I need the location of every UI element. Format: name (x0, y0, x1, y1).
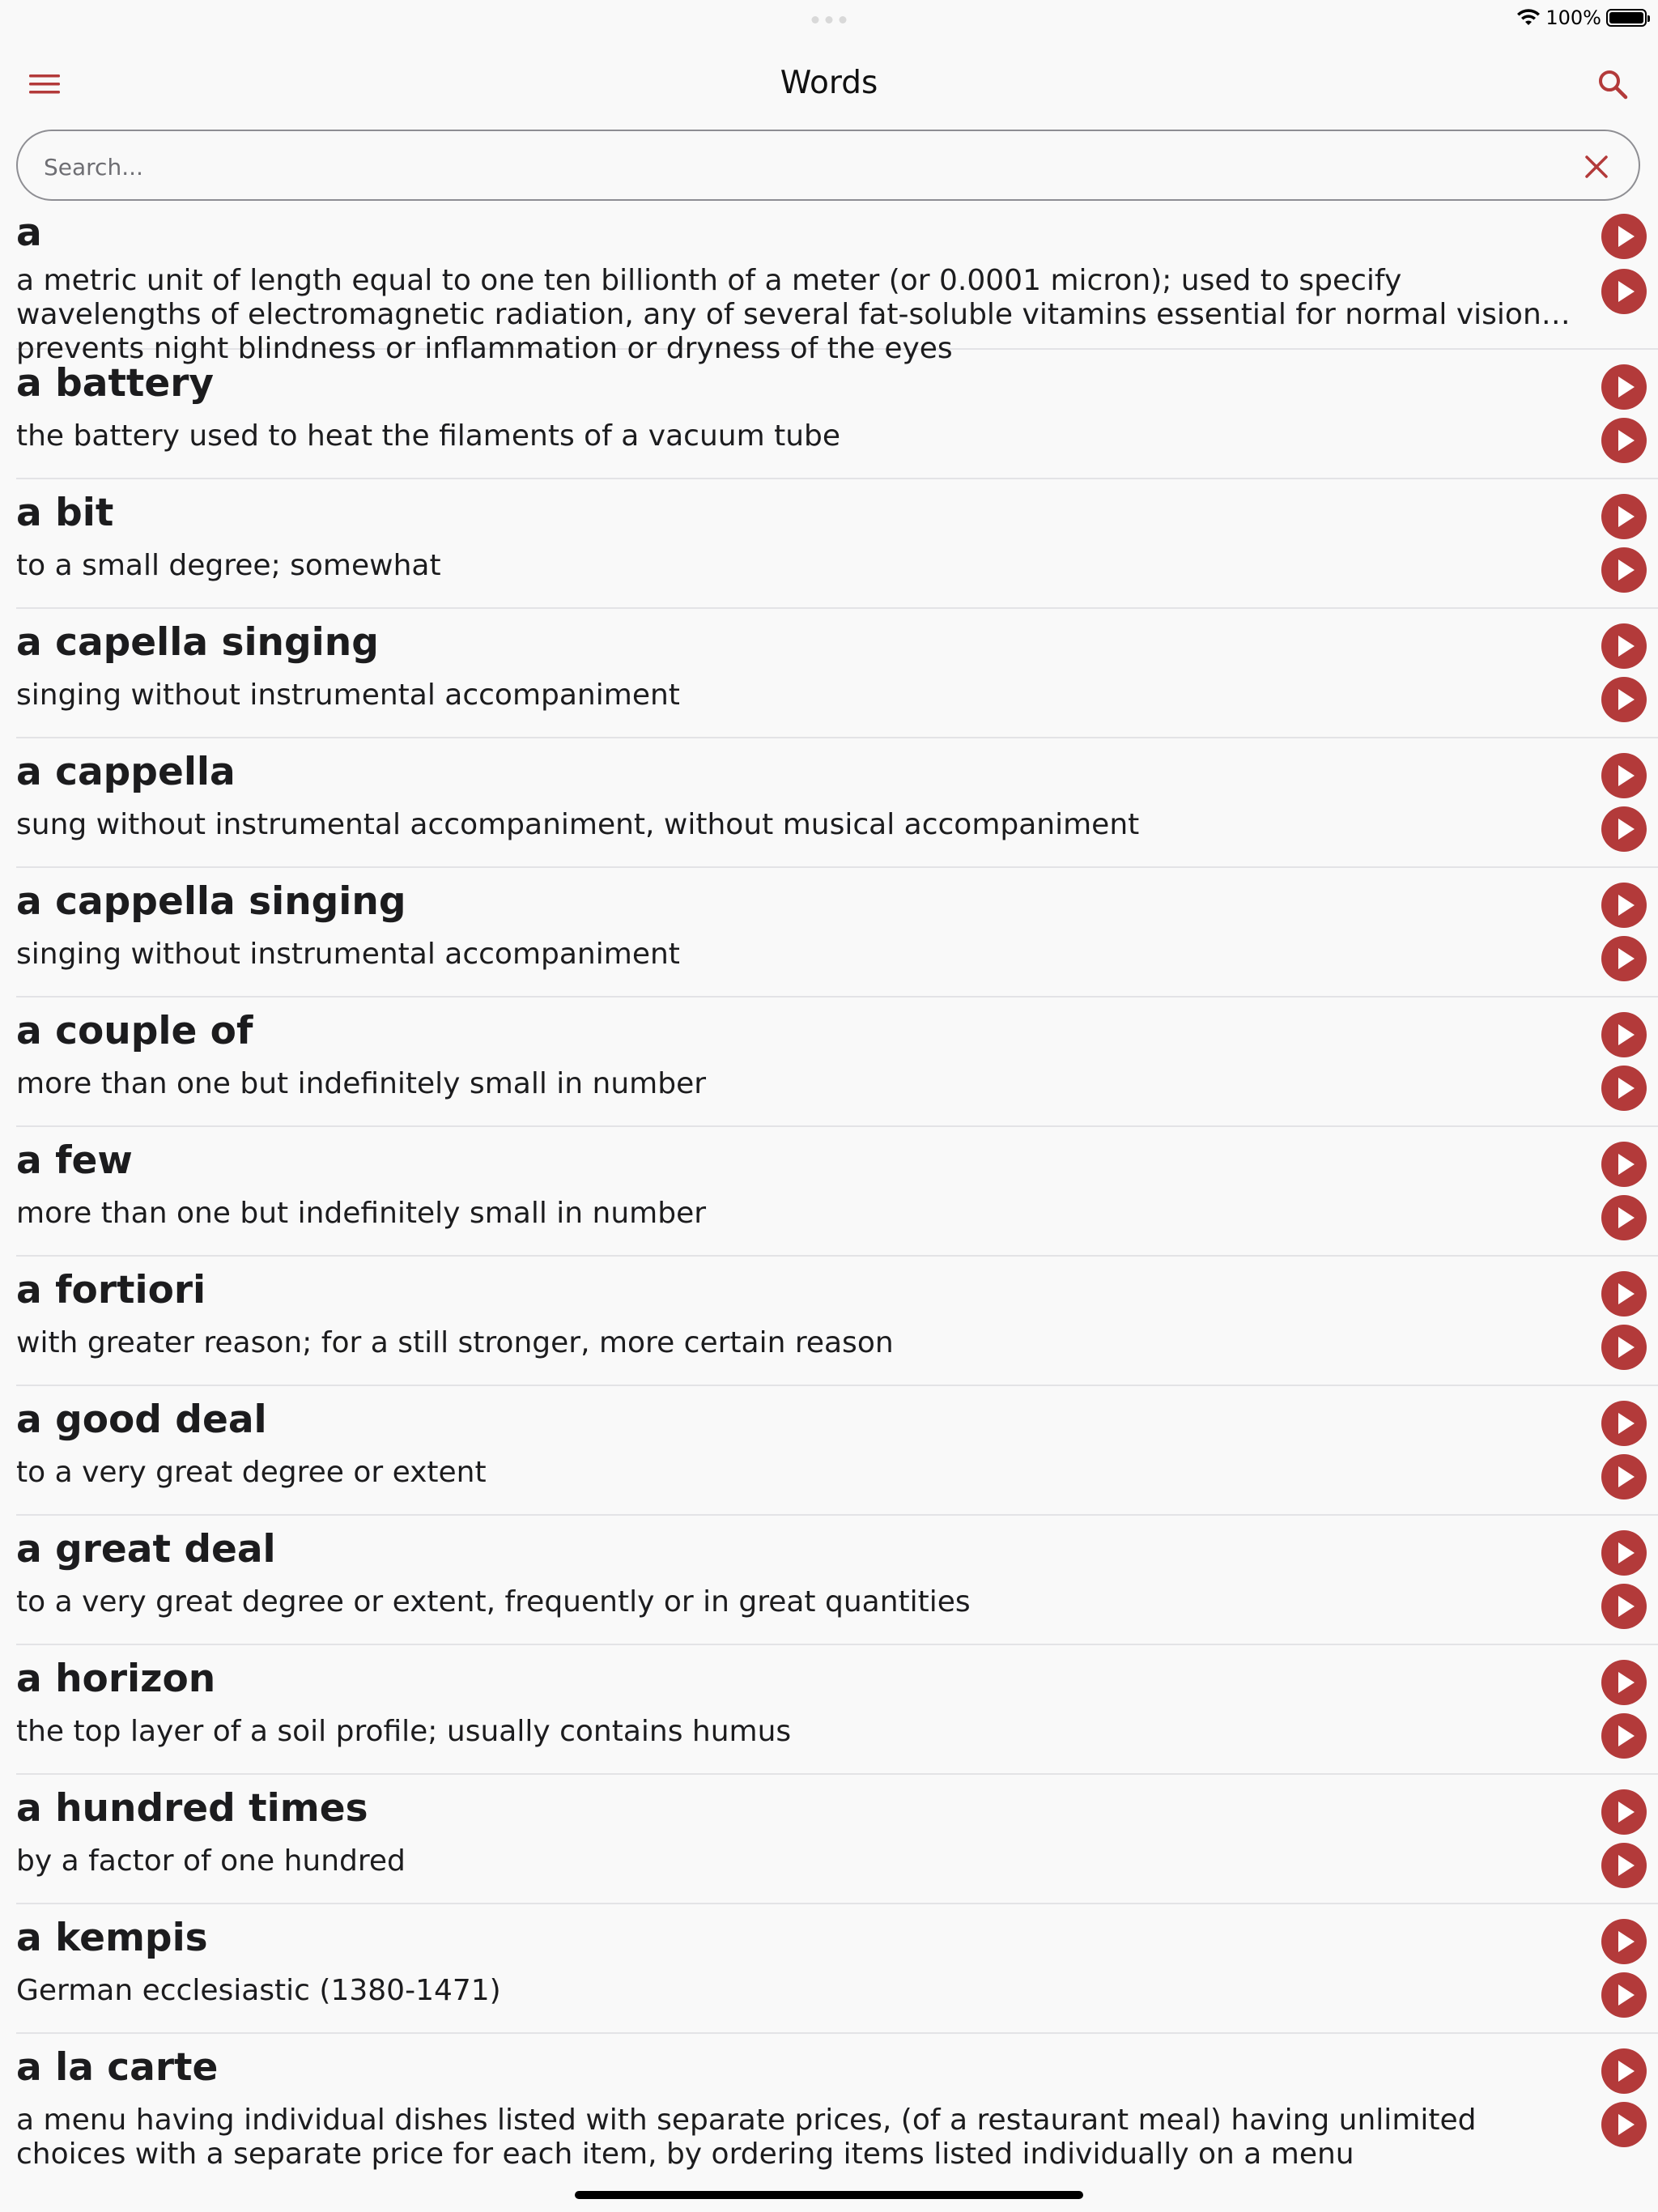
play-definition-button[interactable] (1601, 1972, 1647, 2018)
battery-percent: 100% (1545, 6, 1601, 29)
list-item[interactable] (16, 1904, 1658, 2034)
list-item[interactable] (16, 1257, 1658, 1386)
word-definition: more than one but indefinitely small in number (16, 1197, 707, 1230)
word-term: a battery (16, 361, 215, 406)
play-word-button[interactable] (1601, 753, 1647, 798)
word-definition: singing without instrumental accompaniment (16, 678, 680, 712)
play-definition-button[interactable] (1601, 1195, 1647, 1240)
wifi-icon (1516, 8, 1541, 28)
play-word-button[interactable] (1601, 1660, 1647, 1705)
play-word-button[interactable] (1601, 364, 1647, 410)
word-term: a cappella (16, 750, 236, 794)
word-definition: singing without instrumental accompaniment (16, 938, 680, 971)
search-button[interactable] (1593, 65, 1634, 105)
word-definition: the battery used to heat the filaments of a vacuum tube (16, 419, 841, 453)
play-definition-button[interactable] (1601, 936, 1647, 981)
word-definition: with greater reason; for a still stronger, more certain reason (16, 1326, 894, 1359)
play-word-button[interactable] (1601, 1530, 1647, 1576)
word-definition: to a small degree; somewhat (16, 549, 441, 582)
play-definition-button[interactable] (1601, 806, 1647, 852)
clear-search-button[interactable] (1582, 152, 1611, 181)
play-definition-button[interactable] (1601, 1325, 1647, 1370)
search-input[interactable] (42, 147, 1551, 186)
list-item[interactable] (16, 1516, 1658, 1645)
play-definition-button[interactable] (1601, 2102, 1647, 2147)
home-indicator[interactable] (575, 2191, 1083, 2199)
word-term: a bit (16, 491, 114, 535)
status-indicators (1516, 6, 1647, 29)
play-word-button[interactable] (1601, 1271, 1647, 1317)
play-word-button[interactable] (1601, 1012, 1647, 1057)
list-item[interactable] (16, 1386, 1658, 1516)
navigation-bar (0, 49, 1658, 120)
play-word-button[interactable] (1601, 494, 1647, 539)
list-item[interactable] (16, 1775, 1658, 1904)
word-term: a cappella singing (16, 879, 406, 924)
word-term: a horizon (16, 1657, 216, 1701)
word-list[interactable] (0, 202, 1658, 2184)
word-definition: German ecclesiastic (1380-1471) (16, 1974, 501, 2007)
search-icon (1593, 65, 1634, 105)
list-item[interactable] (16, 998, 1658, 1127)
play-word-button[interactable] (1601, 1142, 1647, 1187)
list-item[interactable] (16, 202, 1658, 365)
word-term: a capella singing (16, 620, 379, 665)
word-term: a couple of (16, 1009, 253, 1053)
play-definition-button[interactable] (1601, 1843, 1647, 1888)
word-definition: to a very great degree or extent (16, 1456, 487, 1489)
status-bar (0, 0, 1658, 40)
play-word-button[interactable] (1601, 1401, 1647, 1446)
close-icon (1582, 152, 1611, 181)
play-definition-button[interactable] (1601, 1713, 1647, 1759)
search-bar (16, 130, 1640, 201)
word-definition: by a factor of one hundred (16, 1844, 406, 1878)
play-definition-button[interactable] (1601, 1584, 1647, 1629)
word-term: a good deal (16, 1397, 267, 1442)
page-title: Words (780, 65, 878, 101)
battery-icon (1606, 9, 1647, 27)
word-term: a hundred times (16, 1786, 368, 1831)
multitasking-dots[interactable] (812, 16, 847, 23)
word-term: a la carte (16, 2045, 219, 2090)
play-definition-button[interactable] (1601, 547, 1647, 593)
word-definition: more than one but indefinitely small in number (16, 1067, 707, 1100)
list-item[interactable] (16, 350, 1658, 479)
word-term: a fortiori (16, 1268, 206, 1312)
word-definition: sung without instrumental accompaniment, without musical accompaniment (16, 808, 1140, 841)
list-item[interactable] (16, 868, 1658, 998)
list-item[interactable] (16, 2034, 1658, 2184)
play-word-button[interactable] (1601, 883, 1647, 928)
play-definition-button[interactable] (1601, 1066, 1647, 1111)
play-definition-button[interactable] (1601, 1454, 1647, 1499)
word-definition: a metric unit of length equal to one ten billionth of a meter (or 0.0001 micron); used to specify wavelengths of electromagnetic radiation, any of several fat-soluble vitamins essential for normal vision; prevents night blindness or inflammation or dryness of the eyes (16, 264, 1551, 365)
list-item[interactable] (16, 738, 1658, 868)
play-definition-button[interactable] (1601, 269, 1647, 314)
word-term: a few (16, 1138, 133, 1183)
word-definition: to a very great degree or extent, frequently or in great quantities (16, 1585, 971, 1619)
play-word-button[interactable] (1601, 2048, 1647, 2094)
word-definition: a menu having individual dishes listed with separate prices, (of a restaurant meal) having unlimited choices with a separate price for each item, by ordering items listed individually on a menu (16, 2104, 1477, 2171)
play-word-button[interactable] (1601, 214, 1647, 259)
play-word-button[interactable] (1601, 1919, 1647, 1964)
word-term: a (16, 211, 42, 255)
list-item[interactable] (16, 479, 1658, 609)
word-term: a kempis (16, 1916, 208, 1960)
play-word-button[interactable] (1601, 623, 1647, 669)
play-word-button[interactable] (1601, 1789, 1647, 1835)
word-definition: the top layer of a soil profile; usually contains humus (16, 1715, 792, 1748)
list-item[interactable] (16, 1645, 1658, 1775)
list-item[interactable] (16, 609, 1658, 738)
word-term: a great deal (16, 1527, 276, 1572)
list-item[interactable] (16, 1127, 1658, 1257)
play-definition-button[interactable] (1601, 677, 1647, 722)
play-definition-button[interactable] (1601, 418, 1647, 463)
